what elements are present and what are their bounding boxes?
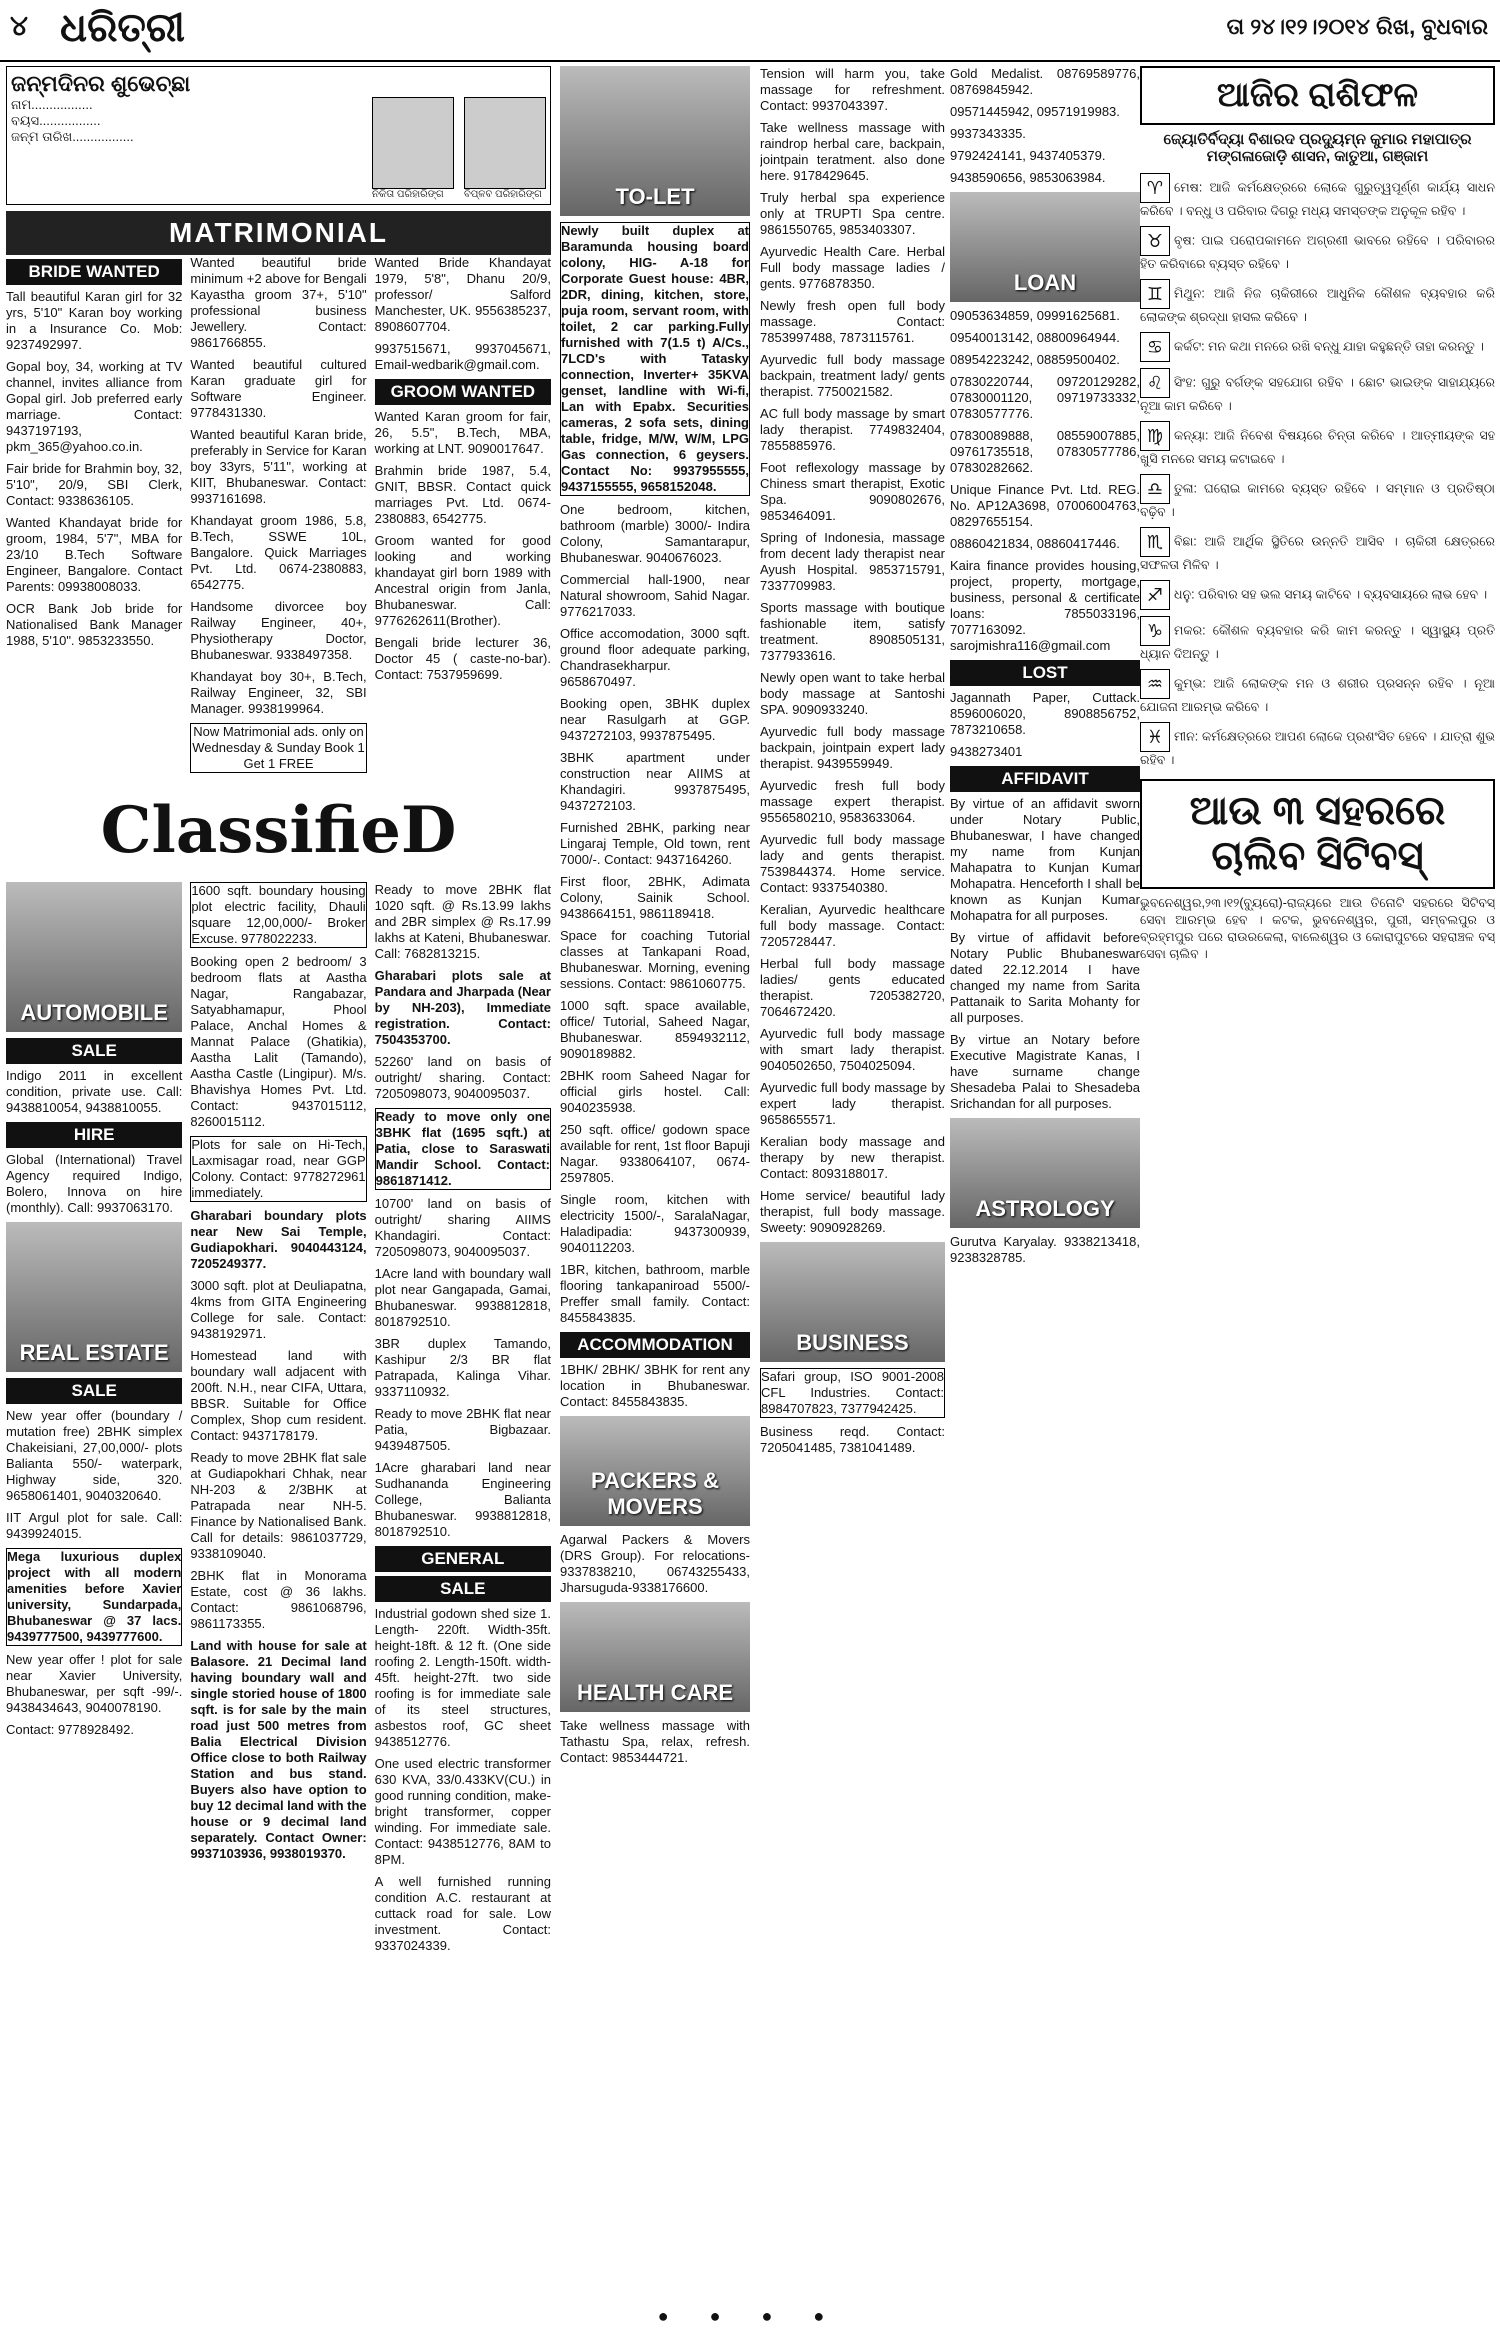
sale-heading: SALE (375, 1576, 551, 1602)
ad: Bengali bride lecturer 36, Doctor 45 ( caste-no-bar). Contact: 7537959699. (374, 635, 551, 682)
ad: By virtue of affidavit before Notary Public Bhubaneswar dated 22.12.2014 I have changed my name from Sarita Pattanaik to Sarita Mohanty for all purposes. (950, 930, 1140, 1025)
ad: Ready to move 2BHK flat 1020 sqft. @ Rs.13.99 lakhs and 2BR simplex @ Rs.17.99 lakhs at Kateni, Bhubaneswar. Call: 7682813215. (374, 882, 551, 961)
ad: Mega luxurious duplex project with all modern amenities before Xavier university, Sundarpada, Bhubaneswar @ 37 lacs. 9439777500, 9439777600. (7, 1549, 182, 1644)
dateline: ତା ୨୪।୧୨।୨୦୧୪ ରିଖ, ବୁଧବାର (1226, 14, 1488, 39)
page-number: ୪ (10, 10, 28, 41)
ad: 1BHK/ 2BHK/ 3BHK for rent any location in Bhubaneswar. Contact: 8455843835. (560, 1362, 750, 1409)
rashifal-text: ମିଥୁନ: ଆଜି ନିଜ ଚାକିରୀରେ ଆଧୁନିକ କୌଶଳ ବ୍ୟବହାର କରି ଲୋକଙ୍କ ଶ୍ରଦ୍ଧା ହାସଲ କରିବେ । (1140, 286, 1495, 324)
ad: 3BR duplex Tamando, Kashipur 2/3 BR flat Patrapada, Kalinga Vihar. 9337110932. (374, 1336, 551, 1399)
ad: Tall beautiful Karan girl for 32 yrs, 5'10" Karan boy working in a Insurance Co. Mob: 9237492997. (6, 289, 183, 352)
ad: Agarwal Packers & Movers (DRS Group). For relocations- 9337838210, 06743255433, Jharsuguda-9338176600. (560, 1532, 750, 1595)
citybus-text: ଭୁବନେଶ୍ୱର,୨୩।୧୨(ବ୍ୟୁରୋ)-ରାଜ୍ୟରେ ଆଉ ତିନୋଟି ସହରରେ ସିଟିବସ୍ ସେବା ଆରମ୍ଭ ହେବ । କଟକ, ଭୁବନେଶ୍ୱର, ପୁରୀ, ସମ୍ବଲପୁର ଓ ବ୍ରହ୍ମପୁର ପରେ ରାଉରକେଲା, ବାଲେଶ୍ୱର ଓ କୋରାପୁଟରେ ସହରାଞ୍ଚଳ ବସ୍ ସେବା ଚାଲିବ । (1140, 896, 1495, 961)
packers-image: PACKERS & MOVERS (560, 1416, 750, 1526)
ad: One used electric transformer 630 KVA, 33/0.433KV(CU.) in good running condition, make-bright transformer, copper winding. For immediate sale. Contact: 9438512776, 8AM to 8PM. (374, 1756, 551, 1867)
ad: Safari group, ISO 9001-2008 CFL Industries. Contact: 8984707823, 7377942425. (761, 1369, 944, 1416)
rashifal-item (1140, 279, 1495, 326)
matrimonial-ads (6, 255, 551, 779)
ad: Ayurvedic full body massage backpain, jointpain expert lady therapist. 9439559949. (760, 724, 945, 771)
ad: Global (International) Travel Agency required Indigo, Bolero, Innova on hire (monthly). Call: 9937063170. (6, 1152, 183, 1215)
rashifal-text: ତୁଳା: ଘରୋଇ କାମରେ ବ୍ୟସ୍ତ ରହିବେ । ସମ୍ମାନ ଓ ପ୍ରତିଷ୍ଠା ବଢ଼ିବ । (1140, 481, 1495, 519)
ad: 9438273401 (950, 744, 1023, 759)
realestate-image: REAL ESTATE (6, 1222, 182, 1372)
ad: 2BHK flat in Monorama Estate, cost @ 36 lakhs. Contact: 9861068796, 9861173355. (190, 1568, 367, 1631)
classified-banner: ClassifieD (100, 793, 457, 868)
ad: New year offer (boundary / mutation free) 2BHK simplex Chakeisiani, 27,00,000/- plots Balianta 550/- waterpark, Highway side, 320. 9658061401, 9040320640. (6, 1408, 183, 1503)
ad: Wanted Bride Khandayat 1979, 5'8", Dhanu 20/9, professor/ Salford Manchester, UK. 9556385237, 8908607704. (374, 255, 551, 334)
ad: Furnished 2BHK, parking near Lingaraj Temple, Old town, rent 7000/-. Contact: 9437164260. (560, 820, 750, 867)
zodiac-icon: ♒ (1140, 669, 1170, 699)
zodiac-icon: ♉ (1140, 226, 1170, 256)
rashifal-text: ମେଷ: ଆଜି କର୍ମକ୍ଷେତ୍ରରେ ଲୋକେ ଗୁରୁତ୍ୱପୂର୍ଣ୍ଣ କାର୍ଯ୍ୟ ସାଧନ କରିବେ । ବନ୍ଧୁ ଓ ପରିବାର ଦିଗରୁ ମଧ୍ୟ ସମସ୍ତଙ୍କ ଅନୁକୂଳ ରହିବ । (1140, 180, 1495, 218)
ad: 09571445942, 09571919983. (950, 104, 1120, 119)
ad: Newly fresh open full body massage. Contact: 7853997488, 7873115761. (760, 298, 945, 345)
ad: Khandayat groom 1986, 5.8, B.Tech, SSWE 10L, Bangalore. Quick Marriages Pvt. Ltd. 0674-2380883, 6542775. (190, 513, 367, 592)
matrimonial-note: Now Matrimonial ads. only on Wednesday & Sunday Book 1 Get 1 FREE (192, 724, 365, 771)
birthday-field: ବୟସ................. (11, 113, 101, 128)
services-column (760, 66, 945, 1462)
ad: 52260' land on basis of outright/ sharing. Contact: 7205098073, 9040095037. (374, 1054, 551, 1101)
child-photo (464, 97, 546, 189)
ad: Space for coaching Tutorial classes at Tankapani Road, Bhubaneswar. Morning, evening sessions. Contact: 9861060775. (560, 928, 750, 991)
ad: Business reqd. Contact: 7205041485, 7381041489. (760, 1424, 945, 1455)
rashifal-text: କର୍କଟ: ମନ କଥା ମନରେ ରଖି ବନ୍ଧୁ ଯାହା କହୁଛନ୍ତି ତାହା କରନ୍ତୁ । (1174, 339, 1484, 354)
ad: Wanted beautiful Karan bride, preferably in Service for Karan boy 33yrs, 5'11", working at KIIT, Bhubaneswar. Contact: 9937161698. (190, 427, 367, 506)
zodiac-icon: ♍ (1140, 421, 1170, 451)
zodiac-icon: ♑ (1140, 616, 1170, 646)
ad: Ready to move 2BHK flat near Patia, Bigbazaar. 9439487505. (374, 1406, 551, 1453)
registration-marks: ● ● ● ● (657, 2306, 843, 2326)
ad: Indigo 2011 in excellent condition, private use. Call: 9438810054, 9438810055. (6, 1068, 183, 1115)
affidavit-heading: AFFIDAVIT (950, 766, 1140, 792)
ad: Handsome divorcee boy Railway Engineer, 40+, Physiotherapy Doctor, Bhubaneswar. 9338497358. (190, 599, 367, 662)
ad: Jagannath Paper, Cuttack. 8596006020, 8908856752, 7873210658. (950, 690, 1140, 737)
zodiac-icon: ♊ (1140, 279, 1170, 309)
ad: 9937343335. (950, 126, 1026, 141)
ad: Gurutva Karyalay. 9338213418, 9238328785. (950, 1234, 1140, 1265)
ad: Ayurvedic full body massage backpain, treatment lady/ gents therapist. 7750021582. (760, 352, 945, 399)
zodiac-icon: ♓ (1140, 722, 1170, 752)
ad: Kaira finance provides housing, project, property, mortgage, business, personal & certificate loans: 7855033196, 7077163092. sarojmishra116@gmail.com (950, 558, 1140, 653)
child-photo (372, 97, 454, 189)
rashifal-text: ମକର: କୌଶଳ ବ୍ୟବହାର କରି କାମ କରନ୍ତୁ । ସ୍ୱାସ୍ଥ୍ୟ ପ୍ରତି ଧ୍ୟାନ ଦିଅନ୍ତୁ । (1140, 623, 1495, 661)
hire-heading: HIRE (6, 1122, 182, 1148)
ad: Ready to move only one 3BHK flat (1695 sqft.) at Patia, close to Saraswati Mandir School. Contact: 9861871412. (375, 1109, 550, 1188)
ad: First floor, 2BHK, Adimata Colony, Sainik School. 9438664151, 9861189418. (560, 874, 750, 921)
ad: Booking open 2 bedroom/ 3 bedroom flats at Aastha Nagar, Rangabazar, Satyabhamapur, Phool Palace, Anchal Homes & Mannat Palace (Ghatikia), Aastha Lalit (Tamando), Aastha Castle (Lingipur). M/s. Bhavishya Homes Pvt. Ltd. Contact: 9437015112, 8260015112. (190, 954, 367, 1129)
general-heading: GENERAL (375, 1546, 551, 1572)
bride-wanted-heading: BRIDE WANTED (6, 259, 182, 285)
ad: Single room, kitchen with electricity 1500/-, SaralaNagar, Haladipadia: 9437300939, 9040112203. (560, 1192, 750, 1255)
ad: By virtue an Notary before Executive Magistrate Kanas, I have surname change Shesadeba Palai to Shesadeba Srichandan for all purposes. (950, 1032, 1140, 1111)
ad: Office accomodation, 3000 sqft. ground floor adequate parking, Chandrasekharpur. 9658670497. (560, 626, 750, 689)
ad: Industrial godown shed size 1. Length- 220ft. Width-35ft. height-18ft. & 12 ft. (One side roofing 2. Length-150ft. width-45ft. height-27ft. two side roofing is for immediate sale of its steel structures, asbestos roof, GC sheet 9438512776. (374, 1606, 551, 1749)
astrology-image: ASTROLOGY (950, 1118, 1140, 1228)
rashifal-text: ବିଛା: ଆଜି ଆର୍ଥିକ ସ୍ଥିତିରେ ଉନ୍ନତି ଆସିବ । ଚାକିରୀ କ୍ଷେତ୍ରରେ ସଫଳତା ମିଳିବ । (1140, 534, 1495, 572)
ad: Truly herbal spa experience only at TRUPTI Spa centre. 9861550765, 9853403307. (760, 190, 945, 237)
ad: AC full body massage by smart lady therapist. 7749832404, 7855885976. (760, 406, 945, 453)
tolet-image: TO-LET (560, 66, 750, 216)
ad: Ready to move 2BHK flat sale at Gudiapokhari Chhak, near NH-203 & 2/3BHK at Patrapada near NH-5. Finance by Nationalised Bank. Call for details: 9861037729, 9338109040. (190, 1450, 367, 1561)
ad: Fair bride for Brahmin boy, 32, 5'10", 20/9, SBI Clerk, Contact: 9338636105. (6, 461, 183, 508)
ad: Khandayat boy 30+, B.Tech, Railway Engineer, 32, SBI Manager. 9938199964. (190, 669, 367, 716)
ad: Gharabari plots sale at Pandara and Jharpada (Near by NH-203), Immediate registration. Contact: 7504353700. (374, 968, 551, 1047)
ad: 07830220744, 09720129282, 07830001120, 09719733332, 07830577776. (950, 374, 1140, 421)
ad: Spring of Indonesia, massage from decent lady therapist near Ayush Hospital. 9853715791, 7337709983. (760, 530, 945, 593)
sale-heading: SALE (6, 1038, 182, 1064)
ad: Commercial hall-1900, near Natural showroom, Sahid Nagar. 9776217033. (560, 572, 750, 619)
zodiac-icon: ♏ (1140, 527, 1170, 557)
ad: Booking open, 3BHK duplex near Rasulgarh at GGP. 9437272103, 9937875495. (560, 696, 750, 743)
rashifal-list (1140, 173, 1495, 769)
ad: A well furnished running condition A.C. restaurant at cuttack road for sale. Low investment. Contact: 9337024339. (374, 1874, 551, 1953)
ad: 1BR, kitchen, bathroom, marble flooring tankapaniroad 5500/- Preffer small family. Contact: 8455843835. (560, 1262, 750, 1325)
ad: Newly open want to take herbal body massage at Santoshi SPA. 9090933240. (760, 670, 945, 717)
matrimonial-banner: MATRIMONIAL (6, 211, 551, 255)
rashifal-item (1140, 616, 1495, 663)
page-header (0, 0, 1500, 62)
lost-heading: LOST (950, 660, 1140, 686)
citybus-headline: ଆଉ ୩ ସହରରେ ଚାଲିବ ସିଟିବସ୍ (1140, 779, 1495, 889)
masthead: ଧରିତ୍ରୀ (60, 4, 185, 51)
ad: 3000 sqft. plot at Deuliapatna, 4kms from GITA Engineering College for sale. Contact: 9438192971. (190, 1278, 367, 1341)
rashifal-text: ମୀନ: କର୍ମକ୍ଷେତ୍ରରେ ଆପଣ ଲୋକେ ପ୍ରଶଂସିତ ହେବେ । ଯାତ୍ରା ଶୁଭ ରହିବ । (1140, 729, 1495, 767)
ad: Herbal full body massage ladies/ gents educated therapist. 7205382720, 7064672420. (760, 956, 945, 1019)
ad: One bedroom, kitchen, bathroom (marble) 3000/- Indira Colony, Samantarapur, Bhubaneswar. 9040676023. (560, 502, 750, 565)
ad: OCR Bank Job bride for Nationalised Bank Manager 1988, 5'10". 9853233550. (6, 601, 183, 648)
rashifal-item (1140, 474, 1495, 521)
loan-image: LOAN (950, 192, 1140, 302)
ad: Newly built duplex at Baramunda housing board colony, HIG- A-18 for Corporate Guest house: 4BR, 2DR, dining, kitchen, store, puja room, servant room, with toilet, 2 car parking.Fully furnished with 7(1.5 t) A/Cs., 7LCD's with Tatasky connection, Inverter+ 35KVA genset, landline with Wi-fi, Lan with Epabx. Securities cameras, 2 sofa sets, dining table, fridge, M/W, W/M, LPG Gas connection, 6 geysers. Contact No: 9937955555, 9437155555, 9658152048. (561, 223, 749, 494)
ad: 2BHK room Saheed Nagar for official girls hostel. Call: 9040235938. (560, 1068, 750, 1115)
zodiac-icon: ♌ (1140, 368, 1170, 398)
accommodation-heading: ACCOMMODATION (560, 1332, 750, 1358)
ad: 1000 sqft. space available, office/ Tutorial, Saheed Nagar, Bhubaneswar. 8594932112, 9090189882. (560, 998, 750, 1061)
ad: 10700' land on basis of outright/ sharing AIIMS Khandagiri. Contact: 7205098073, 9040095037. (374, 1196, 551, 1259)
ad: Foot reflexology massage by Chiness smart therapist, Exotic Spa. 9090802676, 9853464091. (760, 460, 945, 523)
ad: Take wellness massage with Tathastu Spa, relax, refresh. Contact: 9853444721. (560, 1718, 750, 1765)
groom-wanted-heading: GROOM WANTED (375, 379, 551, 405)
ad: Wanted beautiful cultured Karan graduate girl for Software Engineer. 9778431330. (190, 357, 367, 420)
rashifal-text: କୁମ୍ଭ: ଆଜି ଲୋକଙ୍କ ମନ ଓ ଶରୀର ପ୍ରସନ୍ନ ରହିବ । ନୂଆ ଯୋଜନା ଆରମ୍ଭ କରିବେ । (1140, 676, 1495, 714)
tolet-column (560, 66, 750, 1772)
ad: Gopal boy, 34, working at TV channel, invites alliance from Gopal girl. Job preferred early marriage. Contact: 9437197193, pkm_365@yahoo.co.in. (6, 359, 183, 454)
ad: Brahmin bride 1987, 5.4, GNIT, BBSR. Contact quick marriages Pvt. Ltd. 0674-2380883, 6542775. (374, 463, 551, 526)
rashifal-item (1140, 722, 1495, 769)
zodiac-icon: ♎ (1140, 474, 1170, 504)
ad: Ayurvedic fresh full body massage expert therapist. 9556580210, 9583633064. (760, 778, 945, 825)
birthday-field: ନାମ................. (11, 97, 93, 112)
ad: Home service/ beautiful lady therapist, full body massage. Sweety: 9090928269. (760, 1188, 945, 1235)
ad: Gharabari boundary plots near New Sai Temple, Gudiapokhari. 9040443124, 7205249377. (190, 1208, 367, 1271)
ad: Unique Finance Pvt. Ltd. REG. No. AP12A3698, 07006004763, 08297655154. (950, 482, 1140, 529)
rashifal-item (1140, 226, 1495, 273)
rashifal-item (1140, 332, 1495, 362)
ad: Ayurvedic Health Care. Herbal Full body massage ladies / gents. 9776878350. (760, 244, 945, 291)
ad: Plots for sale on Hi-Tech, Laxmisagar road, near GGP Colony. Contact: 9778272961 immediately. (191, 1137, 366, 1200)
ad: 1Acre land with boundary wall plot near Gangapada, Gamai, Bhubaneswar. 9938812818, 8018792510. (374, 1266, 551, 1329)
ad: Homestead land with boundary wall adjacent with 200ft. N.H., near CIFA, Uttara, BBSR. Suitable for Office Complex, Shop cum resident. Contact: 9437178179. (190, 1348, 367, 1443)
healthcare-image: HEALTH CARE (560, 1602, 750, 1712)
zodiac-icon: ♈ (1140, 173, 1170, 203)
ad: 250 sqft. office/ godown space available for rent, 1st floor Bapuji Nagar. 9338064107, 0674-2597805. (560, 1122, 750, 1185)
ad: 07830089888, 08559007885, 09761735518, 07830577786, 07830282662. (950, 428, 1140, 475)
automobile-image: AUTOMOBILE (6, 882, 182, 1032)
ad: 09540013142, 08800964944. (950, 330, 1120, 345)
birthday-box: ଜନ୍ମଦିନର ଶୁଭେଚ୍ଛା ନାମ................. ବୟସ................. ଜନ୍ମ ତାରିଖ................. ନିକିତା ପରିହାରିଙ୍ଗ ବିପ୍ଳବ ପରିହାରିଙ୍ଗ (6, 66, 551, 205)
ad: 3BHK apartment under construction near AIIMS at Khandagiri. 9937875495, 9437272103. (560, 750, 750, 813)
ad: Groom wanted for good looking and working khandayat girl born 1989 with Ancestral origin from Janla, Bhubaneswar. Call: 9776262611(Brother). (374, 533, 551, 628)
ad: Ayurvedic full body massage with smart lady therapist. 9040502650, 7504025094. (760, 1026, 945, 1073)
sale-heading: SALE (6, 1378, 182, 1404)
rashifal-column (1140, 66, 1495, 969)
ad: Wanted Khandayat bride for groom, 1984, 5'7", MBA for 23/10 B.Tech Software Engineer, Bangalore. Contact Parents: 09938008033. (6, 515, 183, 594)
ad: Land with house for sale at Balasore. 21 Decimal land having boundary wall and single storied house of 1800 sqft. is for sale by the main road just 500 metres from Balia Electrical Division Office close to both Railway Station and bus stand. Buyers also have option to buy 12 decimal land with the house or 9 decimal land separately. Contact Owner: 9937103936, 9938019370. (190, 1638, 367, 1861)
ad: Sports massage with boutique fashionable item, satisfy treatment. 8908505131, 7377933616. (760, 600, 945, 663)
ad: Ayurvedic full body massage lady and gents therapist. 7539844374. Home service. Contact: 9337540380. (760, 832, 945, 895)
ad: 09053634859, 09991625681. (950, 308, 1120, 323)
ad: Take wellness massage with raindrop herbal care, backpain, jointpain teratment. also done here. 9178429645. (760, 120, 945, 183)
rashifal-item (1140, 173, 1495, 220)
rashifal-item (1140, 669, 1495, 716)
ad: 08860421834, 08860417446. (950, 536, 1120, 551)
ad: 9438590656, 9853063984. (950, 170, 1106, 185)
ad: Wanted Karan groom for fair, 26, 5.5", B.Tech, MBA, working at LNT. 9090017647. (374, 409, 551, 456)
ad: 1600 sqft. boundary housing plot electric facility, Dhauli square 12,00,000/- Broker Excuse. 9778022233. (191, 883, 366, 946)
rashifal-text: ଧନୁ: ପରିବାର ସହ ଭଲ ସମୟ କାଟିବେ । ବ୍ୟବସାୟରେ ଲାଭ ହେବ । (1174, 587, 1488, 602)
ad: By virtue of an affidavit sworn under Notary Public, Bhubaneswar, I have changed my name from Kunjan Mahapatra to Kunjan Kumar Mohapatra. Henceforth I shall be known as Kunjan Kumar Mohapatra for all purposes. (950, 796, 1140, 923)
rashifal-item (1140, 527, 1495, 574)
ad: Tension will harm you, take massage for refreshment. Contact: 9937043397. (760, 66, 945, 113)
rashifal-item (1140, 580, 1495, 610)
ad: Gold Medalist. 08769589776, 08769845942. (950, 66, 1140, 97)
zodiac-icon: ♐ (1140, 580, 1170, 610)
ad: 9792424141, 9437405379. (950, 148, 1106, 163)
ad: Keralian body massage and therapy by new therapist. Contact: 8093188017. (760, 1134, 945, 1181)
birthday-field: ଜନ୍ମ ତାରିଖ................. (11, 129, 134, 144)
zodiac-icon: ♋ (1140, 332, 1170, 362)
birthday-title: ଜନ୍ମଦିନର ଶୁଭେଚ୍ଛା (11, 71, 191, 96)
rashifal-author: ଜ୍ୟୋତିର୍ବିଦ୍ୟା ବିଶାରଦ ପ୍ରଦ୍ୟୁମ୍ନ କୁମାର ମହାପାତ୍ର ମଙ୍ଗଳାଜୋଡ଼ି ଶାସନ, କାତୁଆ, ଗଞ୍ଜାମ (1163, 131, 1472, 165)
rashifal-item (1140, 421, 1495, 468)
ad: Wanted beautiful bride minimum +2 above for Bengali Kayastha groom 37+, 5'10" professional business Jewellery. Contact: 9861766855. (190, 255, 367, 350)
ad: 1Acre gharabari land near Sudhananda Engineering College, Balianta Bhubaneswar. 9938812818, 8018792510. (374, 1460, 551, 1539)
loan-column (950, 66, 1140, 1272)
business-image: BUSINESS (760, 1242, 945, 1362)
rashifal-text: ବୃଷ: ପାଇ ପରୋପକାମନେ ଅଗ୍ରଣୀ ଭାବରେ ରହିବେ । ପରିବାରର ହିତ କରିବାରେ ବ୍ୟସ୍ତ ରହିବେ । (1140, 233, 1495, 271)
left-section (6, 66, 551, 1960)
ad: 08954223242, 08859500402. (950, 352, 1120, 367)
rashifal-text: କନ୍ୟା: ଆଜି ନିବେଶ ବିଷୟରେ ଚିନ୍ତା କରିବେ । ଆତ୍ମୀୟଙ୍କ ସହ ଖୁସି ମନରେ ସମୟ କଟାଇବେ । (1140, 428, 1495, 466)
rashifal-title: ଆଜିର ରାଶିଫଳ (1140, 66, 1495, 125)
ad: Keralian, Ayurvedic healthcare full body massage. Contact: 7205728447. (760, 902, 945, 949)
ad: Ayurvedic full body massage by expert lady therapist. 9658655571. (760, 1080, 945, 1127)
ad: 9937515671, 9937045671, Email-wedbarik@gmail.com. (374, 341, 551, 372)
rashifal-text: ସିଂହ: ଗୁରୁ ବର୍ଗଙ୍କ ସହଯୋଗ ରହିବ । ଛୋଟ ଭାଇଙ୍କ ସାହାଯ୍ୟରେ ନୂଆ କାମ କରିବେ । (1140, 375, 1495, 413)
rashifal-item (1140, 368, 1495, 415)
ad: New year offer ! plot for sale near Xavier University, Bhubaneswar, per sqft -99/-. 9438434643, 9040078190. (6, 1652, 183, 1715)
ad: IIT Argul plot for sale. Call: 9439924015. (6, 1510, 183, 1541)
ad: Contact: 9778928492. (6, 1722, 134, 1737)
